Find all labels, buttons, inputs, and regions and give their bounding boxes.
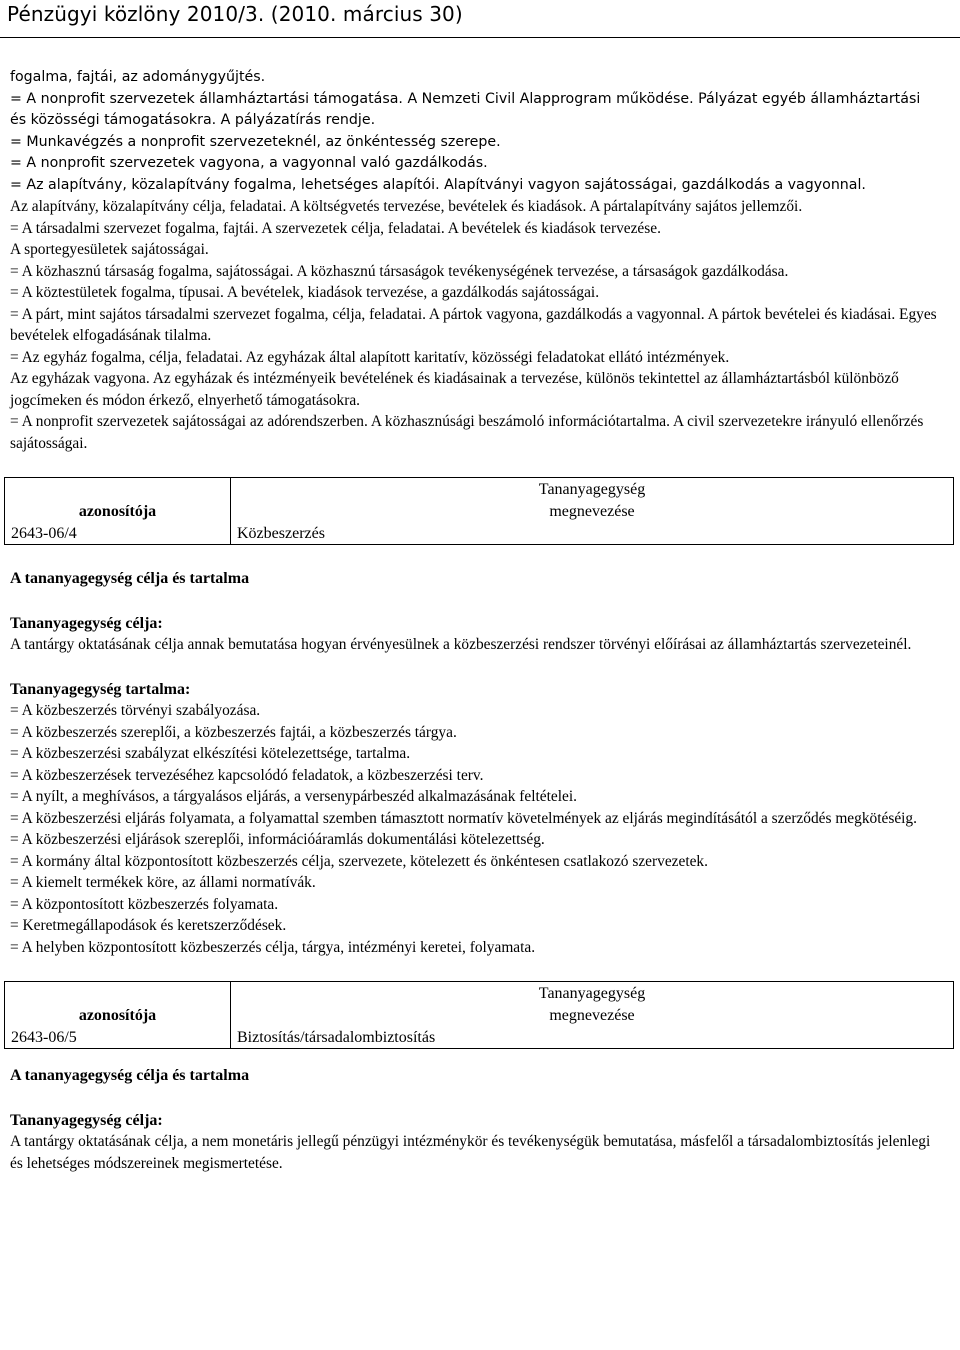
content-item: = A kiemelt termékek köre, az állami normatívák.	[10, 874, 316, 891]
goal-text: A tantárgy oktatásának célja, a nem monetáris jellegű pénzügyi intézménykör és tevékenységük bemutatása, másfelől a társadalombiztosítás jelenlegi és lehetséges módszereinek megismertetése.	[10, 1133, 931, 1172]
content-item: = A nyílt, a meghívásos, a tárgyalásos eljárás, a versenypárbeszéd alkalmazásának feltételei.	[10, 788, 577, 805]
unit-table-2	[4, 981, 954, 1049]
header-divider	[0, 37, 960, 38]
section-heading: A tananyagegység célja és tartalma	[10, 570, 250, 587]
content-item: = Keretmegállapodások és keretszerződések.	[10, 917, 287, 934]
col-id-header: azonosítója	[5, 500, 231, 522]
intro-line: = Az alapítvány, közalapítvány fogalma, lehetséges alapítói. Alapítványi vagyon sajátosságai, gazdálkodás a vagyonnal.	[10, 176, 866, 193]
content-item: = A közbeszerzési szabályzat elkészítési kötelezettsége, tartalma.	[10, 745, 411, 762]
intro-line: A sportegyesületek sajátosságai.	[10, 241, 209, 258]
unit-name: Biztosítás/társadalombiztosítás	[231, 1026, 954, 1049]
intro-line: = A párt, mint sajátos társadalmi szervezet fogalma, célja, feladatai. A pártok vagyona, gazdálkodás a vagyonnal. A pártok bevételei és kiadásai. Egyes bevételek elfogadásának tilalma.	[10, 305, 937, 344]
journal-header-title: Pénzügyi közlöny 2010/3. (2010. március 30)	[7, 2, 463, 26]
unit-table-title: Tananyagegység	[231, 478, 954, 501]
goal-text: A tantárgy oktatásának célja annak bemutatása hogyan érvényesülnek a közbeszerzési rendszer törvényi előírásai az államháztartás szervezeteinél.	[10, 636, 912, 653]
content-item: = A kormány által központosított közbeszerzés célja, szervezete, kötelezett és önkéntesen csatlakozó szervezetek.	[10, 852, 708, 870]
content-item: = A közbeszerzés szereplői, a közbeszerzés fajtái, a közbeszerzés tárgya.	[10, 723, 457, 741]
intro-line: = A közhasznú társaság fogalma, sajátosságai. A közhasznú társaságok tevékenységének tervezése, a társaságok gazdálkodása.	[10, 262, 789, 280]
unit-name: Közbeszerzés	[231, 522, 954, 545]
goal-label: Tananyagegység célja:	[10, 1111, 163, 1129]
col-name-header: megnevezése	[231, 500, 954, 522]
intro-line: fogalma, fajtái, az adománygyűjtés.	[10, 69, 266, 85]
intro-line: = A nonprofit szervezetek államháztartási támogatása. A Nemzeti Civil Alapprogram működése. Pályázat egyéb államháztartási és közösségi támogatásokra. A pályázatírás rendje.	[10, 90, 921, 128]
unit-id: 2643-06/4	[5, 522, 231, 545]
content-item: = A központosított közbeszerzés folyamata.	[10, 895, 279, 913]
content-item: = A közbeszerzési eljárások szereplői, információáramlás dokumentálási kötelezettség.	[10, 831, 545, 848]
content-list	[10, 700, 940, 958]
content-item: = A helyben központosított közbeszerzés célja, tárgya, intézményi keretei, folyamata.	[10, 938, 536, 956]
intro-line: = A köztestületek fogalma, típusai. A bevételek, kiadások tervezése, a gazdálkodás sajátosságai.	[10, 284, 600, 301]
unit-table-title: Tananyagegység	[231, 982, 954, 1005]
intro-line: = A társadalmi szervezet fogalma, fajtái. A szervezetek célja, feladatai. A bevételek és kiadások tervezése.	[10, 219, 661, 237]
col-id-header: azonosítója	[5, 1004, 231, 1026]
content-item: = A közbeszerzések tervezéséhez kapcsolódó feladatok, a közbeszerzési terv.	[10, 766, 484, 784]
intro-line: = Munkavégzés a nonprofit szervezeteknél, az önkéntesség szerepe.	[10, 133, 501, 150]
intro-line: = A nonprofit szervezetek vagyona, a vagyonnal való gazdálkodás.	[10, 155, 488, 171]
section-heading: A tananyagegység célja és tartalma	[10, 1067, 250, 1084]
intro-line: = Az egyház fogalma, célja, feladatai. Az egyházak által alapított karitatív, közösségi feladatokat ellátó intézmények.	[10, 348, 730, 366]
intro-line: = A nonprofit szervezetek sajátosságai az adórendszerben. A közhasznúsági beszámoló információtartalma. A civil szervezetekre irányuló ellenőrzés sajátosságai.	[10, 413, 924, 452]
content-item: = A közbeszerzési eljárás folyamata, a folyamattal szemben támasztott normatív követelmények az eljárás megindításától a szerződés megkötéséig.	[10, 809, 917, 827]
goal-label: Tananyagegység célja:	[10, 614, 163, 632]
unit-table-1	[4, 477, 954, 545]
intro-section	[10, 67, 940, 454]
unit-id: 2643-06/5	[5, 1026, 231, 1049]
content-item: = A közbeszerzés törvényi szabályozása.	[10, 702, 261, 719]
col-name-header: megnevezése	[231, 1004, 954, 1026]
document-body	[10, 67, 940, 1174]
intro-line: Az alapítvány, közalapítvány célja, feladatai. A költségvetés tervezése, bevételek és kiadások. A pártalapítvány sajátos jellemzői.	[10, 198, 803, 215]
intro-line: Az egyházak vagyona. Az egyházak és intézményeik bevételének és kiadásainak a tervezése, különös tekintettel az államháztartásból különböző jogcímeken és módon érkező, elnyerhető támogatásokra.	[10, 370, 899, 409]
content-label: Tananyagegység tartalma:	[10, 680, 191, 698]
